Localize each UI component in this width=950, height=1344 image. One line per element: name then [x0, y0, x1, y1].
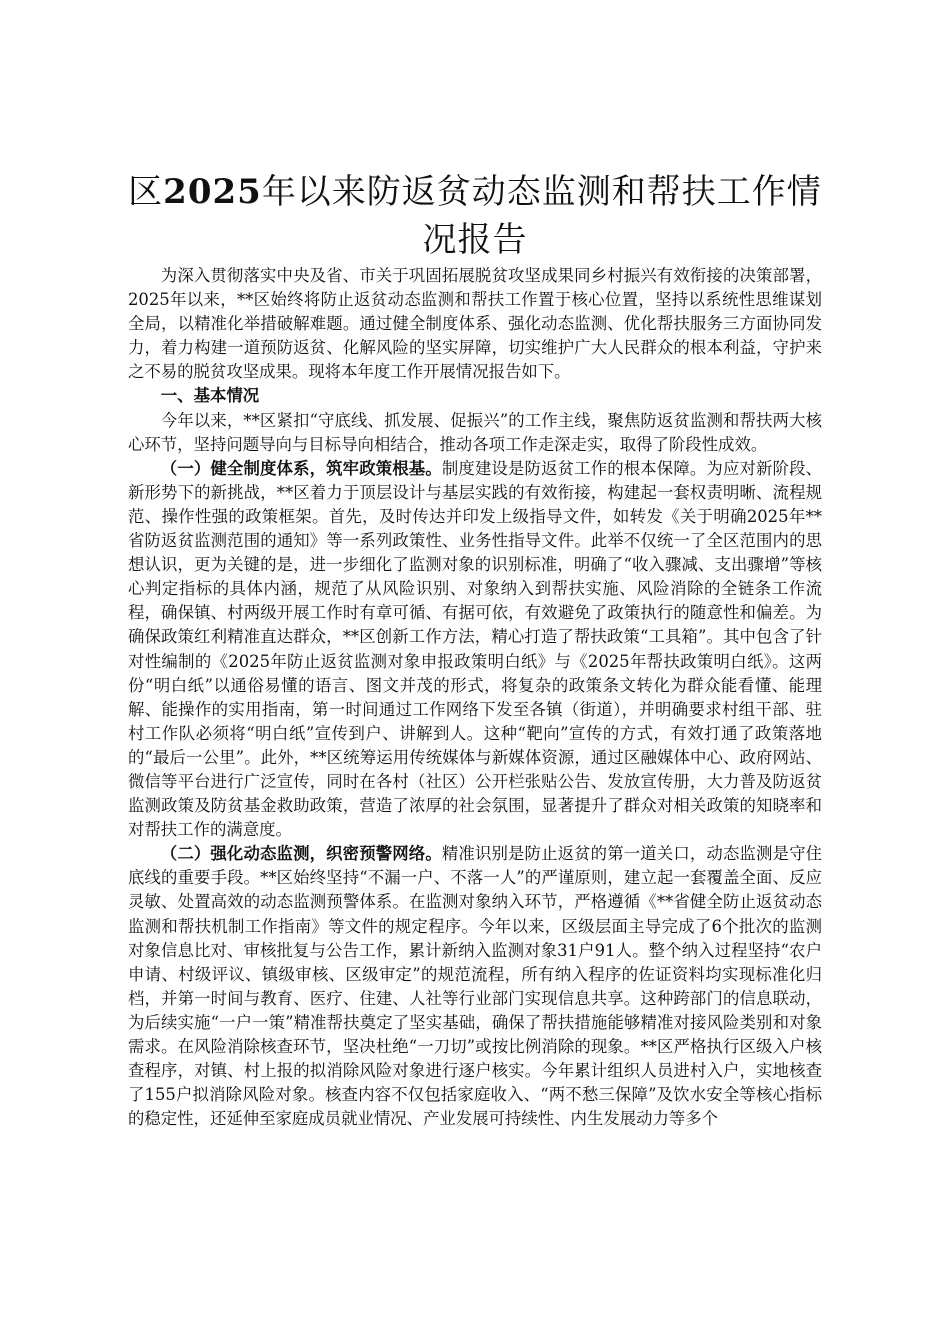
subsection-body-system-building: 制度建设是防返贫工作的根本保障。为应对新阶段、新形势下的新挑战，**区着力于顶层设计与基层实践的有效衔接，构建起一套权责明晰、流程规范、操作性强的政策框架。首先，及时传达并印发上级指导文件，如转发《关于明确2025年**省防返贫监测范围的通知》等一系列政策性、业务性指导文件。此举不仅统一了全区范围内的思想认识，更为关键的是，进一步细化了监测对象的识别标准，明确了“收入骤减、支出骤增”等核心判定指标的具体内涵，规范了从风险识别、对象纳入到帮扶实施、风险消除的全链条工作流程，确保镇、村两级开展工作时有章可循、有据可依，有效避免了政策执行的随意性和偏差。为确保政策红利精准直达群众，**区创新工作方法，精心打造了帮扶政策“工具箱”。其中包含了针对性编制的《2025年防止返贫监测对象申报政策明白纸》与《2025年帮扶政策明白纸》。这两份“明白纸”以通俗易懂的语言、图文并茂的形式，将复杂的政策条文转化为群众能看懂、能理解、能操作的实用指南，第一时间通过工作网络下发至各镇（街道），并明确要求村组干部、驻村工作队必须将“明白纸”宣传到户、讲解到人。这种“靶向”宣传的方式，有效打通了政策落地的“最后一公里”。此外，**区统筹运用传统媒体与新媒体资源，通过区融媒体中心、政府网站、微信等平台进行广泛宣传，同时在各村（社区）公开栏张贴公告、发放宣传册，大力普及防返贫监测政策及防贫基金救助政策，营造了浓厚的社会氛围，显著提升了群众对相关政策的知晓率和对帮扶工作的满意度。 — [128, 458, 823, 840]
subsection-system-building — [128, 457, 822, 843]
subsection-body-dynamic-monitoring: 精准识别是防止返贫的第一道关口，动态监测是守住底线的重要手段。**区始终坚持“不漏一户、不落一人”的严谨原则，建立起一套覆盖全面、反应灵敏、处置高效的动态监测预警体系。在监测对象纳入环节，严格遵循《**省健全防止返贫动态监测和帮扶机制工作指南》等文件的规定程序。今年以来，区级层面主导完成了6个批次的监测对象信息比对、审核批复与公告工作，累计新纳入监测对象31户91人。整个纳入过程坚持“农户申请、村级评议、镇级审核、区级审定”的规范流程，所有纳入程序的佐证资料均实现标准化归档，并第一时间与教育、医疗、住建、人社等行业部门实现信息共享。这种跨部门的信息联动，为后续实施“一户一策”精准帮扶奠定了坚实基础，确保了帮扶措施能够精准对接风险类别和对象需求。在风险消除核查环节，坚决杜绝“一刀切”或按比例消除的现象。**区严格执行区级入户核查程序，对镇、村上报的拟消除风险对象进行逐户核实。今年累计组织人员进村入户，实地核查了155户拟消除风险对象。核查内容不仅包括家庭收入、“两不愁三保障”及饮水安全等核心指标的稳定性，还延伸至家庭成员就业情况、产业发展可持续性、内生发展动力等多个 — [128, 844, 823, 1129]
title-year: 2025 — [163, 172, 262, 212]
section-heading-basic-situation: 一、基本情况 — [160, 386, 260, 406]
document-title — [128, 168, 822, 264]
subsection-lead-dynamic-monitoring: （二）强化动态监测，织密预警网络。 — [160, 844, 442, 864]
subsection-lead-system-building: （一）健全制度体系，筑牢政策根基。 — [160, 458, 442, 478]
intro-paragraph: 为深入贯彻落实中央及省、市关于巩固拓展脱贫攻坚成果同乡村振兴有效衔接的决策部署，2025年以来，**区始终将防止返贫动态监测和帮扶工作置于核心位置，坚持以系统性思维谋划全局，以精准化举措破解难题。通过健全制度体系、强化动态监测、优化帮扶服务三方面协同发力，着力构建一道预防返贫、化解风险的坚实屏障，切实维护广大人民群众的根本利益，守护来之不易的脱贫攻坚成果。现将本年度工作开展情况报告如下。 — [128, 266, 822, 382]
title-prefix: 区 — [128, 172, 164, 212]
subsection-dynamic-monitoring — [128, 842, 822, 1131]
section-paragraph-basic-situation: 今年以来，**区紧扣“守底线、抓发展、促振兴”的工作主线，聚焦防返贫监测和帮扶两大核心环节，坚持问题导向与目标导向相结合，推动各项工作走深走实，取得了阶段性成效。 — [128, 410, 822, 454]
title-rest: 年以来防返贫动态监测和帮扶工作情况报告 — [261, 172, 822, 260]
document-page — [128, 168, 822, 1131]
